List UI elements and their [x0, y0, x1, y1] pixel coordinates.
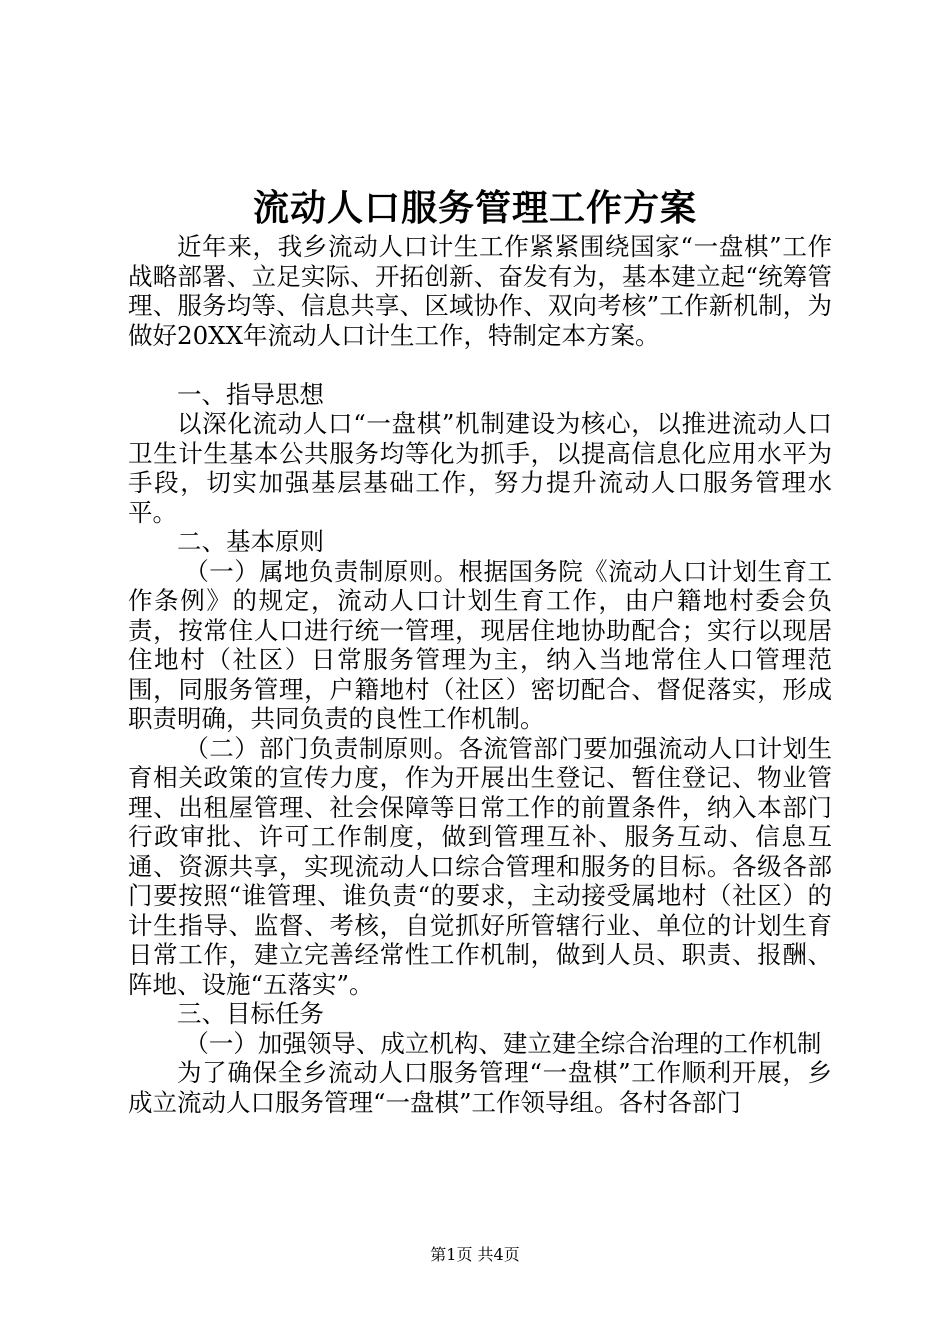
document-body	[128, 232, 832, 1117]
section-heading-goals-tasks: 三、目标任务	[177, 999, 324, 1028]
section-heading-basic-principles: 二、基本原则	[177, 527, 324, 556]
intro-paragraph: 近年来，我乡流动人口计生工作紧紧围绕国家“一盘棋”工作战略部署、立足实际、开拓创新、奋发有为，基本建立起“统筹管理、服务均等、信息共享、区域协作、双向考核”工作新机制，为做好20XX年流动人口计生工作，特制定本方案。	[128, 232, 832, 350]
principle-territorial-paragraph: （一）属地负责制原则。根据国务院《流动人口计划生育工作条例》的规定，流动人口计划生育工作，由户籍地村委会负责，按常住人口进行统一管理，现居住地协助配合；实行以现居住地村（社区）日常服务管理为主，纳入当地常住人口管理范围，同服务管理，户籍地村（社区）密切配合、督促落实，形成职责明确，共同负责的良性工作机制。	[128, 556, 832, 733]
section-heading-guiding-ideology: 一、指导思想	[177, 379, 324, 409]
guiding-ideology-paragraph: 以深化流动人口“一盘棋”机制建设为核心，以推进流动人口卫生计生基本公共服务均等化为抓手，以提高信息化应用水平为手段，切实加强基层基础工作，努力提升流动人口服务管理水平。	[128, 409, 832, 527]
task-leadership-paragraph: 为了确保全乡流动人口服务管理“一盘棋”工作顺利开展，乡成立流动人口服务管理“一盘棋”工作领导组。各村各部门	[128, 1058, 832, 1117]
document-title: 流动人口服务管理工作方案	[252, 187, 697, 229]
task-leadership-heading: （一）加强领导、成立机构、建立建全综合治理的工作机制	[184, 1028, 822, 1058]
page-footer: 第1页 共4页	[430, 1245, 520, 1264]
principle-department-paragraph: （二）部门负责制原则。各流管部门要加强流动人口计划生育相关政策的宣传力度，作为开展出生登记、暂住登记、物业管理、出租屋管理、社会保障等日常工作的前置条件，纳入本部门行政审批、许可工作制度，做到管理互补、服务互动、信息互通、资源共享，实现流动人口综合管理和服务的目标。各级各部门要按照“谁管理、谁负责“的要求，主动接受属地村（社区）的计生指导、监督、考核，自觉抓好所管辖行业、单位的计划生育日常工作，建立完善经常性工作机制，做到人员、职责、报酬、阵地、设施“五落实”。	[128, 733, 832, 999]
